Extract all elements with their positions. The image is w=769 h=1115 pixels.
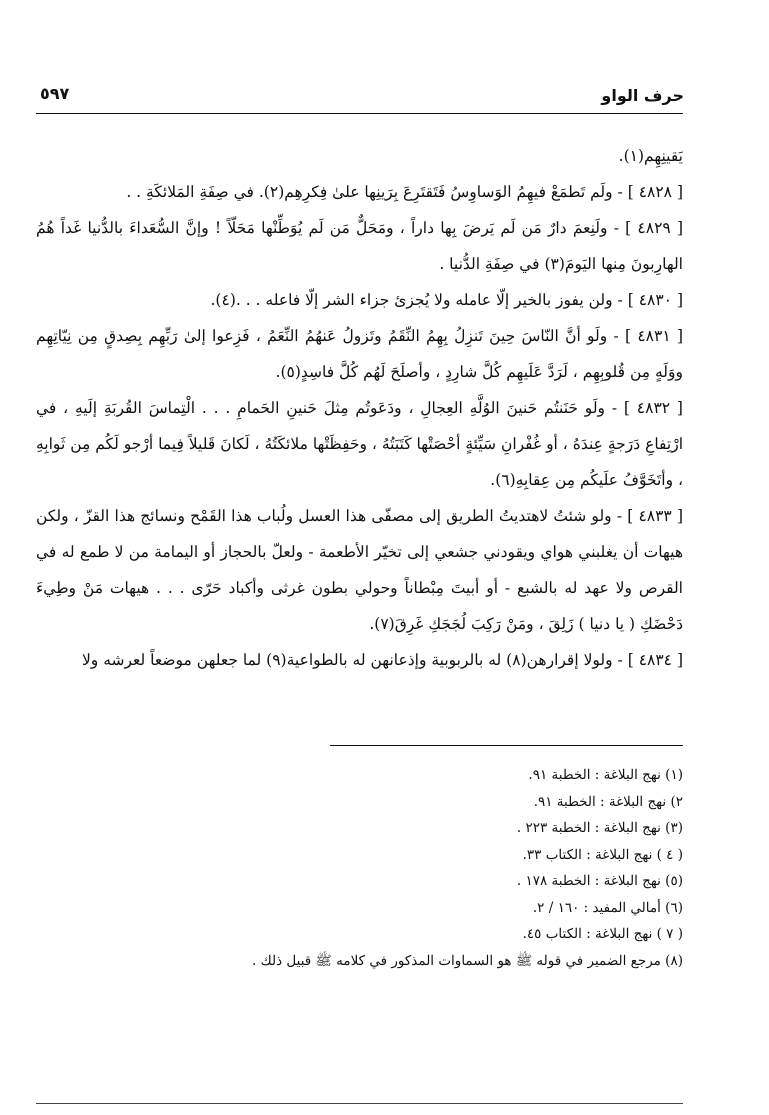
footnote-7: ( ٧ ) نهج البلاغة : الكتاب ٤٥. xyxy=(522,926,683,942)
footnote-5: (٥) نهج البلاغة : الخطبة ١٧٨ . xyxy=(516,873,683,889)
paragraph-4831: [ ٤٨٣١ ] - ولَو أنَّ النّاسَ حِينَ تَنزِلُ بِهِمُ النِّقَمُ وتَزولُ عَنهُمُ النِّعَمُ ، فَزِعوا إلىٰ رَبِّهِم بِصِدقٍ مِن نِيّاتِهِم ووَلَهٍ مِن قُلوبِهِم ، لَرَدَّ عَلَيهِم كُلَّ شارِدٍ ، وأصلَحَ لَهُم كُلَّ فاسِدٍ(٥). xyxy=(36,327,683,381)
footnote-rule xyxy=(330,745,683,746)
bottom-rule xyxy=(36,1103,683,1104)
footnote-8: (٨) مرجع الضمير في قوله ﷺ هو السماوات المذكور في كلامه ﷺ قبيل ذلك . xyxy=(252,952,683,969)
footnote-4: ( ٤ ) نهج البلاغة : الكتاب ٣٣. xyxy=(522,846,683,863)
paragraph-4830: [ ٤٨٣٠ ] - ولن يفوز بالخير إلّا عامله ولا يُجزئ جزاء الشر إلّا فاعله . . .(٤). xyxy=(210,291,683,309)
page-number: ٥٩٧ xyxy=(40,84,70,103)
footnote-2: ٢) نهج البلاغة : الخطبة ٩١. xyxy=(533,793,683,810)
paragraph-4832: [ ٤٨٣٢ ] - ولَو حَنَنتُم حَنينَ الوُلَّهِ العِجالِ ، ودَعَوتُم مِثلَ حَنينِ الحَمامِ . . . الْتِماسَ القُربَةِ إلَيهِ ، في ارْتِفاعِ دَرَجةٍ عِندَهُ ، أو غُفْرانِ سَيِّئةٍ أحْصَتْها كَتَبَتُهُ ، وحَفِظَتْها ملائكَتُهُ ، لَكانَ قَليلاً فِيما أرْجو لَكُم مِن ثَوابِهِ ، وأتَخَوَّفُ علَيكُم مِن عِقابِهِ(٦). xyxy=(36,399,683,489)
body-text xyxy=(36,138,683,678)
footnote-3: (٣) نهج البلاغة : الخطبة ٢٢٣ . xyxy=(516,820,683,836)
paragraph-4833: [ ٤٨٣٣ ] - ولو شئتُ لاهتديتُ الطريق إلى مصفّى هذا العسل ولُباب هذا القَمْح ونسائج هذا القزّ ، ولكن هيهات أن يغلبني هواي ويقودني جشعي إلى تخيّر الأطعمة - ولعلّ بالحجاز أو اليمامة من لا طمع له في القرص ولا عهد له بالشبع - أو أبيتَ مِبْطاناً وحولي بطون غرثى وأكباد حَرّى . . . هيهات مَنْ وطِيءَ دَحْضَكِ ( يا دنيا ) زَلِقَ ، ومَنْ رَكِبَ لُجَجَكِ غَرِقَ(٧). xyxy=(36,507,683,633)
header-rule xyxy=(36,113,683,114)
footnote-1: (١) نهج البلاغة : الخطبة ٩١. xyxy=(528,767,683,783)
paragraph-4828: [ ٤٨٢٨ ] - ولَم تَطمَعْ فيهِمُ الوَساوِسُ فَتَقتَرِعَ بِرَينِها علىٰ فِكرِهِم(٢). في صِفَةِ المَلائكَةِ . . xyxy=(126,183,683,201)
footnote-6: (٦) أمالي المفيد : ١٦٠ / ٢. xyxy=(532,899,683,916)
footnotes xyxy=(36,762,683,974)
paragraph-4834: [ ٤٨٣٤ ] - ولولا إقرارهن(٨) له بالربوبية وإذعانهن له بالطواعية(٩) لما جعلهن موضعاً لعرشه ولا xyxy=(81,651,683,669)
paragraph-4829: [ ٤٨٢٩ ] - ولَنِعمَ دارٌ مَن لَم يَرضَ بِها داراً ، ومَحَلٌّ مَن لَم يُوَطِّنْها مَحَلّاً ! وإنَّ السُّعَداءَ بالدُّنيا غَداً هُمُ الهارِبونَ مِنها اليَومَ(٣) في صِفَةِ الدُّنيا . xyxy=(36,219,683,273)
paragraph-continuation: يَقينِهِم(١). xyxy=(618,147,683,165)
running-title: حرف الواو xyxy=(601,86,684,105)
